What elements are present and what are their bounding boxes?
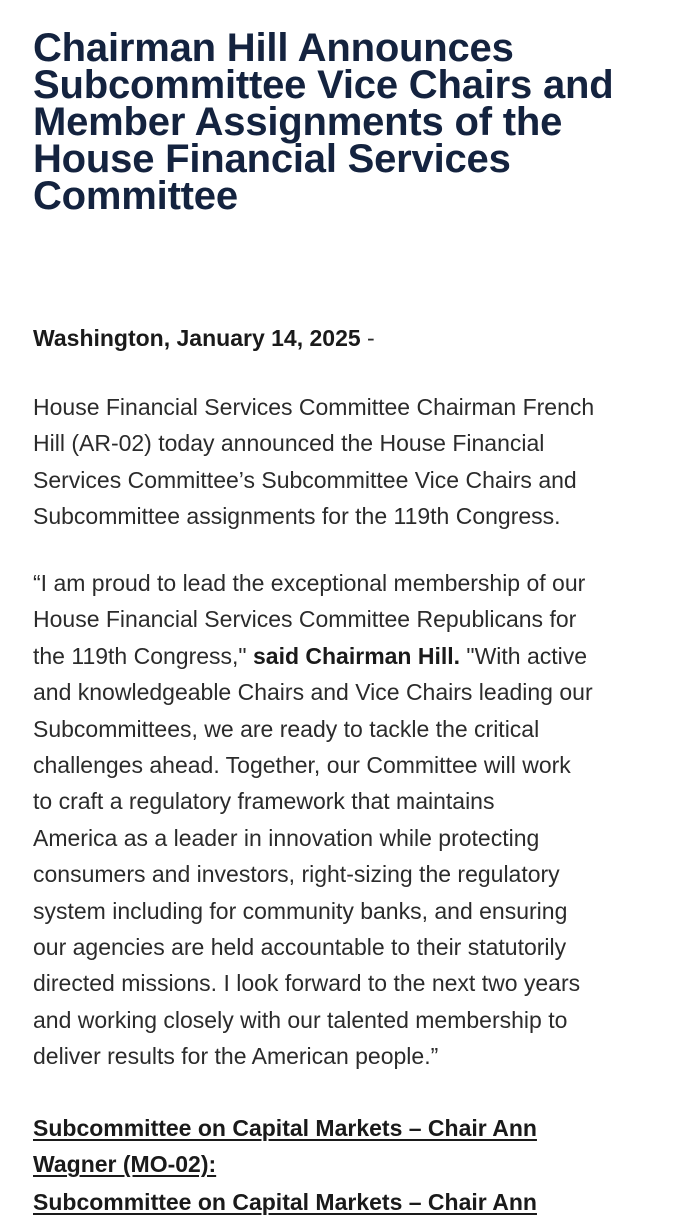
title-line: House Financial Services [33,137,511,181]
paragraph-line: and knowledgeable Chairs and Vice Chairs leading our [33,679,593,706]
intro-paragraph [33,389,683,535]
paragraph-line: “I am proud to lead the exceptional membership of our [33,570,586,596]
paragraph-line: our agencies are held accountable to their statutorily [33,934,567,961]
title-line: Member Assignments of the [33,100,563,144]
page-title [33,26,683,218]
paragraph-line: House Financial Services Committee Republicans for [33,606,577,633]
paragraph-line: to craft a regulatory framework that maintains [33,788,495,815]
cut-off-heading: Subcommittee on Capital Markets – Chair Ann [33,1189,537,1215]
subcommittee-heading [33,1110,537,1182]
paragraph-line: House Financial Services Committee Chairman French [33,394,595,420]
paragraph-line: deliver results for the American people.” [33,1043,439,1070]
speaker-attribution: said Chairman Hill. [252,642,461,669]
subcommittee-heading-line: Subcommittee on Capital Markets – Chair Ann [33,1115,537,1141]
paragraph-line: consumers and investors, right-sizing the regulatory [33,861,560,888]
quote-text: the 119th Congress," [33,642,253,669]
paragraph-line: America as a leader in innovation while protecting [33,824,540,851]
dateline-location-date: Washington, January 14, 2025 [33,325,361,351]
paragraph-line: system including for community banks, and ensuring [33,897,568,924]
paragraph-line [33,638,683,674]
quote-text: "With active [460,642,588,669]
paragraph-line: Hill (AR-02) today announced the House Financial [33,430,545,457]
paragraph-line: challenges ahead. Together, our Committee will work [33,752,571,779]
paragraph-line: Subcommittee assignments for the 119th Congress. [33,503,561,530]
dateline-separator: - [360,325,375,351]
paragraph-line: and working closely with our talented membership to [33,1006,568,1033]
title-line: Committee [33,174,238,218]
title-line: Subcommittee Vice Chairs and [33,63,614,107]
paragraph-line: Services Committee’s Subcommittee Vice Chairs and [33,466,577,493]
dateline [33,322,375,354]
subcommittee-heading-line: Wagner (MO-02): [33,1151,217,1177]
title-line: Chairman Hill Announces [33,26,514,70]
quote-paragraph [33,565,683,1075]
paragraph-line: Subcommittees, we are ready to tackle the critical [33,715,540,742]
paragraph-line: directed missions. I look forward to the next two years [33,970,581,997]
